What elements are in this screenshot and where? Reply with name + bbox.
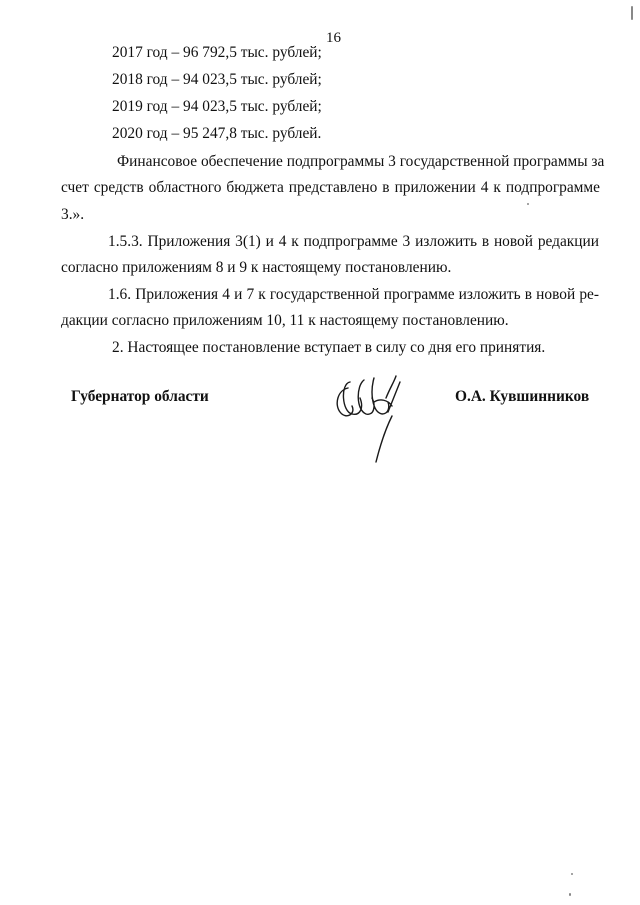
funding-line-2018: 2018 год – 94 023,5 тыс. рублей;: [112, 71, 322, 88]
financing-paragraph-line-1: Финансовое обеспечение подпрограммы 3 государственной программы за: [117, 153, 605, 170]
signatory-title: Губернатор области: [71, 388, 209, 405]
clause-1-6-line-1: 1.6. Приложения 4 и 7 к государственной программе изложить в новой ре-: [108, 286, 599, 303]
financing-paragraph-line-2: счет средств областного бюджета представлено в приложении 4 к подпрограмме: [61, 179, 600, 196]
handwritten-signature: [330, 368, 420, 466]
clause-1-6-line-2: дакции согласно приложениям 10, 11 к настоящему постановлению.: [61, 312, 509, 329]
clause-2-line: 2. Настоящее постановление вступает в силу со дня его принятия.: [112, 339, 546, 356]
financing-paragraph-line-3: 3.».: [61, 206, 85, 223]
clause-1-5-3-line-1: 1.5.3. Приложения 3(1) и 4 к подпрограмме 3 изложить в новой редакции: [108, 233, 599, 250]
signatory-name: О.А. Кувшинников: [455, 388, 590, 405]
page-number: 16: [326, 30, 341, 46]
funding-line-2020: 2020 год – 95 247,8 тыс. рублей.: [112, 125, 322, 142]
funding-line-2019: 2019 год – 94 023,5 тыс. рублей;: [112, 98, 322, 115]
funding-line-2017: 2017 год – 96 792,5 тыс. рублей;: [112, 44, 322, 61]
clause-1-5-3-line-2: согласно приложениям 8 и 9 к настоящему постановлению.: [61, 259, 452, 276]
